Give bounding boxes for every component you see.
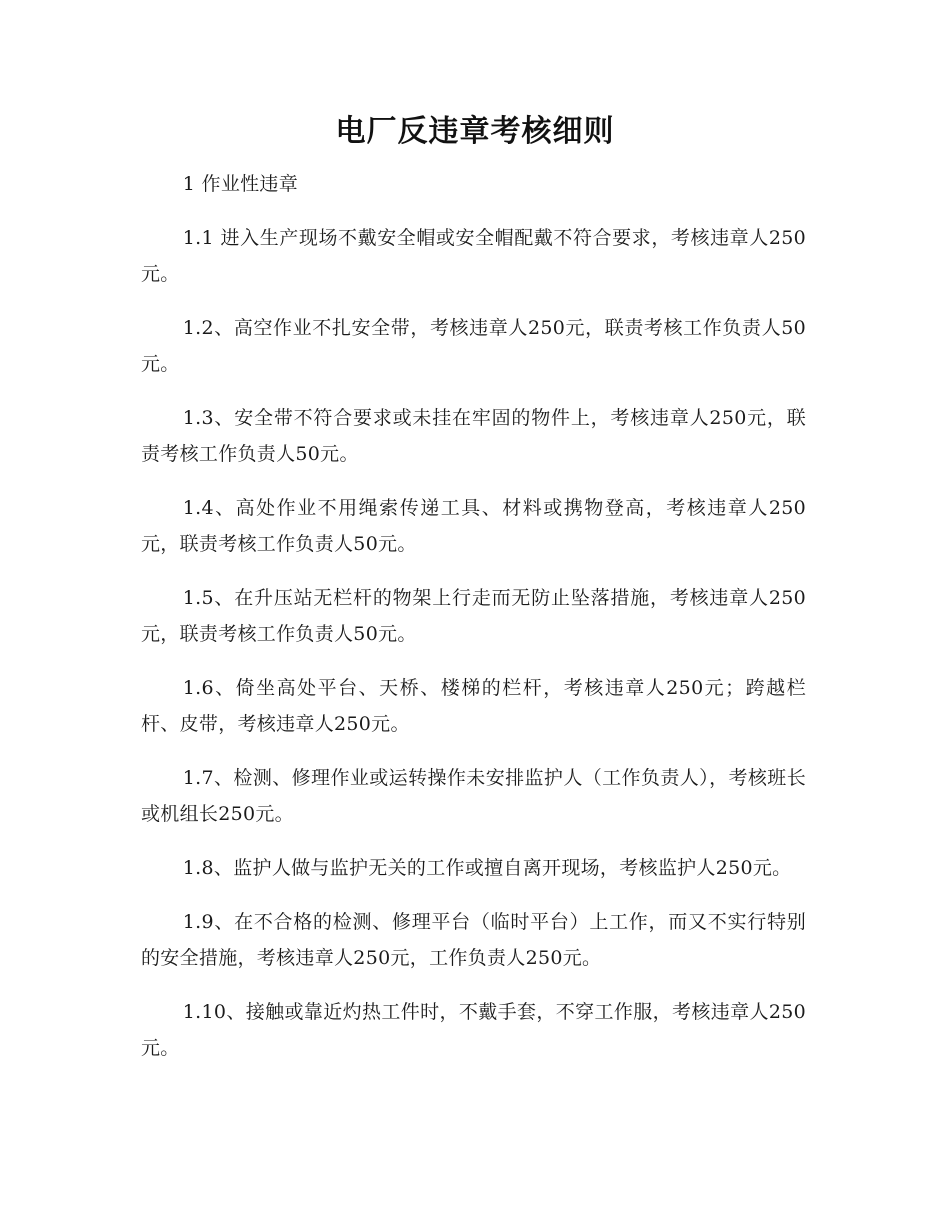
rule-item-1-1: 1.1 进入生产现场不戴安全帽或安全帽配戴不符合要求，考核违章人250元。 (141, 227, 806, 285)
document-body (141, 166, 806, 1084)
rule-item-1-2: 1.2、高空作业不扎安全带，考核违章人250元，联责考核工作负责人50元。 (141, 317, 806, 375)
document-title: 电厂反违章考核细则 (335, 114, 615, 149)
rule-item-1-7: 1.7、检测、修理作业或运转操作未安排监护人（工作负责人），考核班长或机组长250元。 (141, 767, 806, 825)
rule-item-1-9: 1.9、在不合格的检测、修理平台（临时平台）上工作，而又不实行特别的安全措施，考核违章人250元，工作负责人250元。 (141, 911, 806, 969)
rule-item-1-10: 1.10、接触或靠近灼热工件时，不戴手套，不穿工作服，考核违章人250元。 (141, 1001, 806, 1059)
rule-item-1-6: 1.6、倚坐高处平台、天桥、楼梯的栏杆，考核违章人250元；跨越栏杆、皮带，考核违章人250元。 (141, 677, 806, 735)
rule-item-1-3: 1.3、安全带不符合要求或未挂在牢固的物件上，考核违章人250元，联责考核工作负责人50元。 (141, 407, 806, 465)
rule-item-1-4: 1.4、高处作业不用绳索传递工具、材料或携物登高，考核违章人250元，联责考核工作负责人50元。 (141, 497, 806, 555)
rule-item-1-5: 1.5、在升压站无栏杆的物架上行走而无防止坠落措施，考核违章人250元，联责考核工作负责人50元。 (141, 587, 806, 645)
section-heading: 1 作业性违章 (182, 173, 299, 195)
rule-item-1-8: 1.8、监护人做与监护无关的工作或擅自离开现场，考核监护人250元。 (182, 857, 792, 879)
